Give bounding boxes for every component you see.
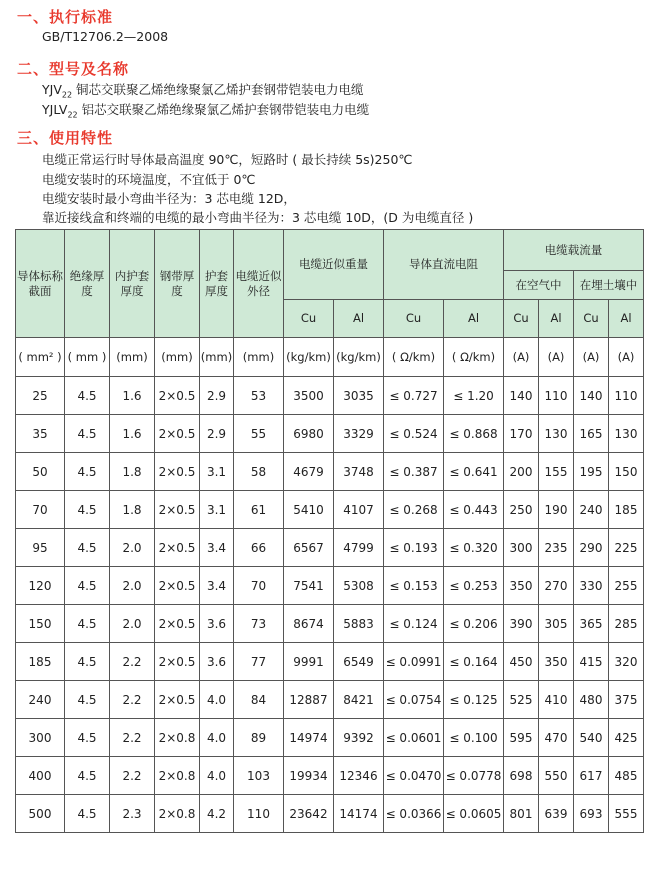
table-cell: 2.2 <box>110 757 155 795</box>
table-cell: 185 <box>16 643 65 681</box>
table-cell: 3.1 <box>200 453 234 491</box>
table-cell: 9991 <box>284 643 334 681</box>
header-weight-cu: Cu <box>284 300 334 338</box>
table-cell: 3500 <box>284 377 334 415</box>
table-cell: 4.0 <box>200 757 234 795</box>
table-cell: 130 <box>539 415 574 453</box>
table-cell: 240 <box>574 491 609 529</box>
unit-cell: ( mm ) <box>65 338 110 377</box>
table-cell: 693 <box>574 795 609 833</box>
table-cell: 305 <box>539 605 574 643</box>
table-cell: 4.0 <box>200 681 234 719</box>
table-cell: ≤ 0.153 <box>384 567 444 605</box>
table-cell: 2×0.5 <box>155 415 200 453</box>
model-desc: 铝芯交联聚乙烯绝缘聚氯乙烯护套钢带铠装电力电缆 <box>77 102 370 117</box>
table-cell: 185 <box>609 491 644 529</box>
table-cell: 4.5 <box>65 719 110 757</box>
table-cell: 4.5 <box>65 605 110 643</box>
table-cell: 540 <box>574 719 609 757</box>
header-ampacity: 电缆载流量 <box>504 230 644 271</box>
table-cell: 450 <box>504 643 539 681</box>
model-code: YJLV <box>42 102 68 117</box>
table-cell: ≤ 0.268 <box>384 491 444 529</box>
table-cell: 2×0.5 <box>155 605 200 643</box>
table-cell: 140 <box>574 377 609 415</box>
model-line-yjv22 <box>42 80 364 100</box>
table-cell: 595 <box>504 719 539 757</box>
table-cell: ≤ 0.0991 <box>384 643 444 681</box>
table-cell: 130 <box>609 415 644 453</box>
table-cell: 2×0.5 <box>155 681 200 719</box>
table-cell: 110 <box>539 377 574 415</box>
table-row <box>16 719 644 757</box>
table-cell: ≤ 0.124 <box>384 605 444 643</box>
table-cell: 4.5 <box>65 453 110 491</box>
header-ground-al: Al <box>609 300 644 338</box>
table-cell: 4107 <box>334 491 384 529</box>
table-row <box>16 643 644 681</box>
unit-cell: (mm) <box>234 338 284 377</box>
unit-cell: ( Ω/km) <box>384 338 444 377</box>
header-ground-cu: Cu <box>574 300 609 338</box>
table-cell: ≤ 0.727 <box>384 377 444 415</box>
table-cell: 4.5 <box>65 643 110 681</box>
table-cell: 1.8 <box>110 453 155 491</box>
table-cell: 550 <box>539 757 574 795</box>
unit-cell: (kg/km) <box>284 338 334 377</box>
table-cell: ≤ 0.387 <box>384 453 444 491</box>
table-cell: 500 <box>16 795 65 833</box>
header-steel-tape: 钢带厚度 <box>155 230 200 338</box>
table-cell: 14974 <box>284 719 334 757</box>
table-cell: 9392 <box>334 719 384 757</box>
table-cell: 6549 <box>334 643 384 681</box>
table-cell: 2×0.5 <box>155 491 200 529</box>
table-cell: 240 <box>16 681 65 719</box>
header-in-air: 在空气中 <box>504 271 574 300</box>
unit-cell: ( mm² ) <box>16 338 65 377</box>
unit-cell: (mm) <box>155 338 200 377</box>
table-cell: 3.1 <box>200 491 234 529</box>
table-cell: 155 <box>539 453 574 491</box>
header-section: 导体标称截面 <box>16 230 65 338</box>
table-cell: 170 <box>504 415 539 453</box>
header-outer-sheath: 护套厚度 <box>200 230 234 338</box>
table-cell: 4.5 <box>65 529 110 567</box>
table-row <box>16 795 644 833</box>
table-cell: 2.2 <box>110 643 155 681</box>
table-cell: 300 <box>16 719 65 757</box>
table-cell: 61 <box>234 491 284 529</box>
table-cell: 330 <box>574 567 609 605</box>
table-cell: 1.6 <box>110 377 155 415</box>
table-cell: 400 <box>16 757 65 795</box>
table-cell: 200 <box>504 453 539 491</box>
table-cell: 285 <box>609 605 644 643</box>
table-cell: ≤ 0.100 <box>444 719 504 757</box>
table-cell: 95 <box>16 529 65 567</box>
header-weight: 电缆近似重量 <box>284 230 384 300</box>
table-cell: 4.5 <box>65 377 110 415</box>
table-cell: 103 <box>234 757 284 795</box>
table-cell: 485 <box>609 757 644 795</box>
usage-line: 靠近接线盒和终端的电缆的最小弯曲半径为：3 芯电缆 10D，(D 为电缆直径 ) <box>42 210 474 225</box>
table-cell: 525 <box>504 681 539 719</box>
units-row <box>16 338 644 377</box>
table-cell: 320 <box>609 643 644 681</box>
table-cell: 4.0 <box>200 719 234 757</box>
table-cell: ≤ 0.0470 <box>384 757 444 795</box>
header-inner-sheath: 内护套厚度 <box>110 230 155 338</box>
header-air-cu: Cu <box>504 300 539 338</box>
table-cell: 2×0.5 <box>155 643 200 681</box>
header-resistance-al: Al <box>444 300 504 338</box>
table-cell: 70 <box>234 567 284 605</box>
table-cell: ≤ 0.0778 <box>444 757 504 795</box>
table-cell: 3748 <box>334 453 384 491</box>
unit-cell: (A) <box>539 338 574 377</box>
header-resistance-cu: Cu <box>384 300 444 338</box>
table-cell: ≤ 0.253 <box>444 567 504 605</box>
header-insulation: 绝缘厚度 <box>65 230 110 338</box>
table-cell: 150 <box>609 453 644 491</box>
table-cell: 480 <box>574 681 609 719</box>
table-body <box>16 338 644 833</box>
table-cell: 290 <box>574 529 609 567</box>
table-cell: 77 <box>234 643 284 681</box>
table-cell: 4.5 <box>65 795 110 833</box>
table-cell: 2.3 <box>110 795 155 833</box>
table-row <box>16 757 644 795</box>
usage-line: 电缆安装时最小弯曲半径为：3 芯电缆 12D， <box>42 191 296 206</box>
table-cell: 3329 <box>334 415 384 453</box>
table-cell: 3.6 <box>200 643 234 681</box>
table-cell: 3035 <box>334 377 384 415</box>
table-cell: ≤ 0.193 <box>384 529 444 567</box>
header-weight-al: Al <box>334 300 384 338</box>
table-cell: 350 <box>539 643 574 681</box>
table-row <box>16 529 644 567</box>
table-cell: 8674 <box>284 605 334 643</box>
table-cell: 4.2 <box>200 795 234 833</box>
table-cell: 2.9 <box>200 377 234 415</box>
table-cell: 2.0 <box>110 529 155 567</box>
table-row <box>16 453 644 491</box>
table-cell: 50 <box>16 453 65 491</box>
table-cell: ≤ 0.0605 <box>444 795 504 833</box>
unit-cell: (mm) <box>200 338 234 377</box>
table-cell: 3.4 <box>200 529 234 567</box>
table-cell: 410 <box>539 681 574 719</box>
table-cell: 165 <box>574 415 609 453</box>
table-row <box>16 567 644 605</box>
header-resistance: 导体直流电阻 <box>384 230 504 300</box>
unit-cell: (A) <box>574 338 609 377</box>
table-cell: 390 <box>504 605 539 643</box>
cable-spec-table <box>15 229 644 833</box>
table-cell: 2.0 <box>110 567 155 605</box>
table-cell: ≤ 0.0601 <box>384 719 444 757</box>
table-cell: 4.5 <box>65 491 110 529</box>
table-cell: 2×0.5 <box>155 453 200 491</box>
table-cell: 4.5 <box>65 567 110 605</box>
table-cell: 110 <box>609 377 644 415</box>
section-title-model: 二、型号及名称 <box>17 60 130 78</box>
table-cell: 350 <box>504 567 539 605</box>
table-cell: ≤ 1.20 <box>444 377 504 415</box>
table-cell: 14174 <box>334 795 384 833</box>
table-cell: 190 <box>539 491 574 529</box>
table-row <box>16 491 644 529</box>
table-cell: 639 <box>539 795 574 833</box>
header-outer-diameter: 电缆近似外径 <box>234 230 284 338</box>
table-row <box>16 415 644 453</box>
table-cell: ≤ 0.0366 <box>384 795 444 833</box>
table-cell: 1.6 <box>110 415 155 453</box>
table-cell: 698 <box>504 757 539 795</box>
table-cell: 12346 <box>334 757 384 795</box>
table-cell: 2×0.8 <box>155 719 200 757</box>
table-cell: 53 <box>234 377 284 415</box>
unit-cell: ( Ω/km) <box>444 338 504 377</box>
table-cell: 3.4 <box>200 567 234 605</box>
table-cell: 4679 <box>284 453 334 491</box>
unit-cell: (A) <box>609 338 644 377</box>
table-cell: 415 <box>574 643 609 681</box>
model-code-sub: 22 <box>67 110 78 120</box>
table-cell: 110 <box>234 795 284 833</box>
table-cell: 84 <box>234 681 284 719</box>
table-cell: 300 <box>504 529 539 567</box>
model-code-sub: 22 <box>61 90 73 100</box>
table-cell: ≤ 0.164 <box>444 643 504 681</box>
table-cell: 19934 <box>284 757 334 795</box>
table-cell: 617 <box>574 757 609 795</box>
table-cell: 2×0.8 <box>155 795 200 833</box>
table-cell: 1.8 <box>110 491 155 529</box>
table-cell: 4799 <box>334 529 384 567</box>
table-cell: 120 <box>16 567 65 605</box>
usage-line: 电缆安装时的环境温度，不宜低于 0℃ <box>42 172 256 187</box>
table-cell: ≤ 0.0754 <box>384 681 444 719</box>
table-cell: 255 <box>609 567 644 605</box>
table-cell: 250 <box>504 491 539 529</box>
table-cell: 7541 <box>284 567 334 605</box>
table-cell: ≤ 0.868 <box>444 415 504 453</box>
table-cell: 2.2 <box>110 681 155 719</box>
section-title-usage: 三、使用特性 <box>17 129 114 147</box>
usage-line: 电缆正常运行时导体最高温度 90℃，短路时 ( 最长持续 5s)250℃ <box>42 152 413 167</box>
table-cell: ≤ 0.641 <box>444 453 504 491</box>
table-cell: 555 <box>609 795 644 833</box>
table-cell: 2×0.8 <box>155 757 200 795</box>
section-title-standard: 一、执行标准 <box>17 8 114 26</box>
header-air-al: Al <box>539 300 574 338</box>
table-cell: 470 <box>539 719 574 757</box>
table-cell: 3.6 <box>200 605 234 643</box>
table-cell: 6980 <box>284 415 334 453</box>
table-cell: 8421 <box>334 681 384 719</box>
table-cell: 270 <box>539 567 574 605</box>
table-cell: 225 <box>609 529 644 567</box>
table-row <box>16 377 644 415</box>
table-cell: 2.2 <box>110 719 155 757</box>
table-cell: 23642 <box>284 795 334 833</box>
table-cell: 5410 <box>284 491 334 529</box>
table-cell: ≤ 0.443 <box>444 491 504 529</box>
table-cell: 195 <box>574 453 609 491</box>
unit-cell: (A) <box>504 338 539 377</box>
table-cell: 235 <box>539 529 574 567</box>
table-cell: 140 <box>504 377 539 415</box>
table-cell: 73 <box>234 605 284 643</box>
model-desc: 铜芯交联聚乙烯绝缘聚氯乙烯护套钢带铠装电力电缆 <box>72 82 364 97</box>
table-cell: 150 <box>16 605 65 643</box>
table-cell: 425 <box>609 719 644 757</box>
model-line-yjlv22 <box>42 100 369 120</box>
table-cell: ≤ 0.524 <box>384 415 444 453</box>
table-cell: ≤ 0.320 <box>444 529 504 567</box>
table-cell: 55 <box>234 415 284 453</box>
unit-cell: (kg/km) <box>334 338 384 377</box>
table-cell: ≤ 0.125 <box>444 681 504 719</box>
table-cell: 2×0.5 <box>155 529 200 567</box>
table-cell: 5308 <box>334 567 384 605</box>
table-cell: 2×0.5 <box>155 377 200 415</box>
table-cell: 365 <box>574 605 609 643</box>
table-cell: 5883 <box>334 605 384 643</box>
table-row <box>16 681 644 719</box>
unit-cell: (mm) <box>110 338 155 377</box>
table-cell: 801 <box>504 795 539 833</box>
table-cell: 89 <box>234 719 284 757</box>
standard-number: GB/T12706.2—2008 <box>42 29 169 44</box>
table-cell: 12887 <box>284 681 334 719</box>
table-cell: 375 <box>609 681 644 719</box>
table-cell: 25 <box>16 377 65 415</box>
table-cell: 2.9 <box>200 415 234 453</box>
table-cell: 6567 <box>284 529 334 567</box>
table-cell: 35 <box>16 415 65 453</box>
header-in-ground: 在埋土壤中 <box>574 271 644 300</box>
table-cell: 4.5 <box>65 415 110 453</box>
table-cell: 2×0.5 <box>155 567 200 605</box>
table-row <box>16 605 644 643</box>
table-cell: 70 <box>16 491 65 529</box>
table-cell: 66 <box>234 529 284 567</box>
table-cell: 2.0 <box>110 605 155 643</box>
table-cell: 4.5 <box>65 681 110 719</box>
model-code: YJV <box>42 82 62 97</box>
table-cell: 4.5 <box>65 757 110 795</box>
table-cell: 58 <box>234 453 284 491</box>
table-cell: ≤ 0.206 <box>444 605 504 643</box>
